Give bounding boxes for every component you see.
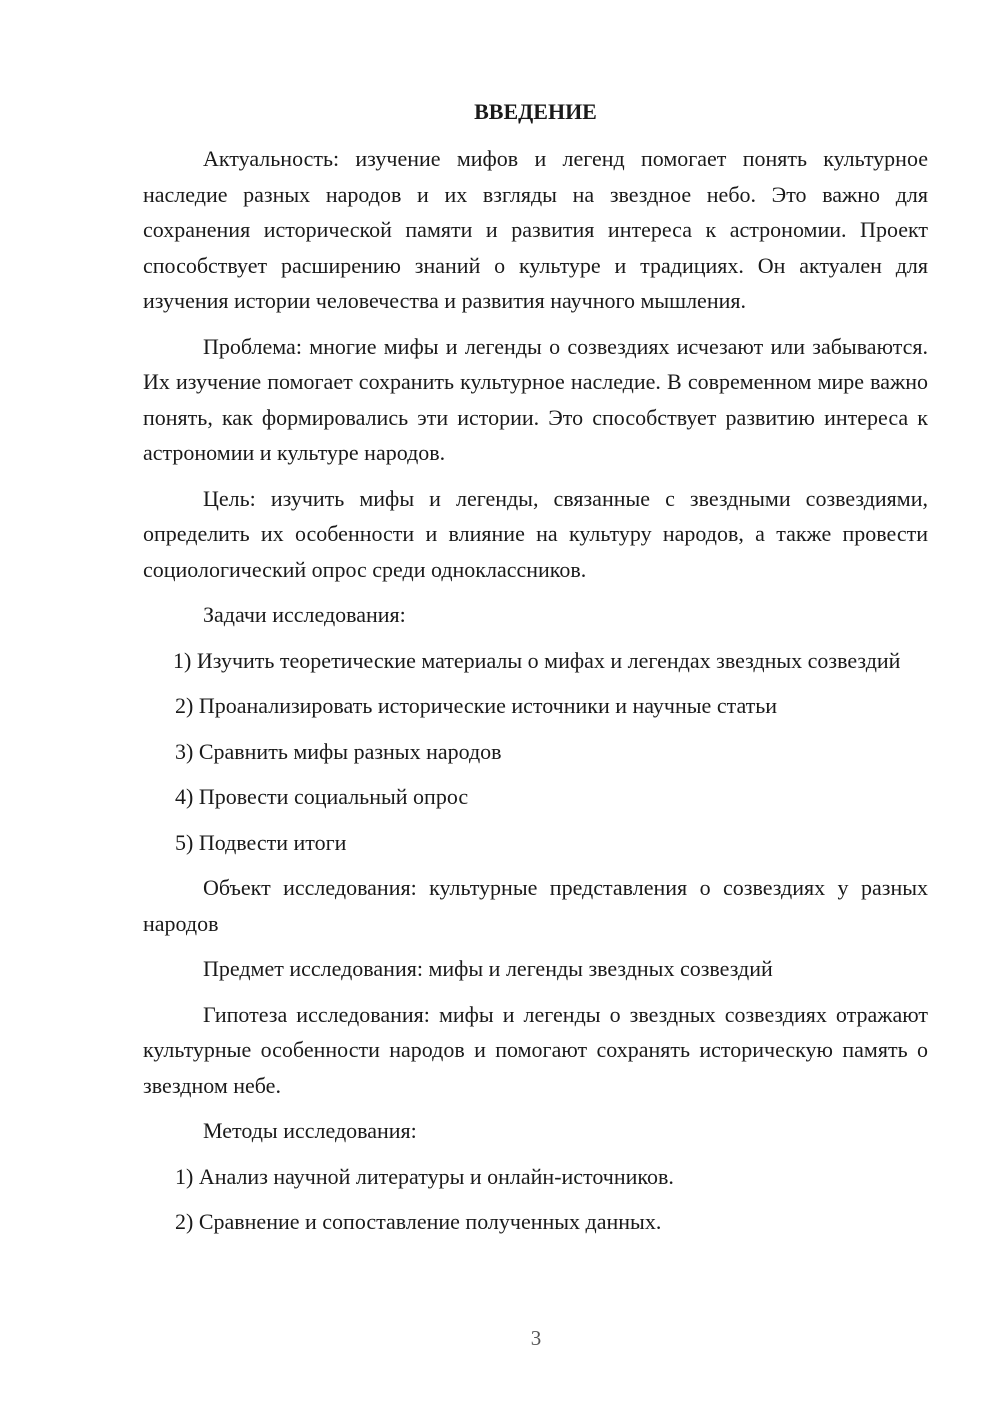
list-item: 4) Провести социальный опрос — [175, 784, 469, 809]
goal-paragraph: Цель: изучить мифы и легенды, связанные с звездными созвездиями, определить их особенности и влияние на культуру народов, а также провести социологический опрос среди одноклассников. — [143, 485, 928, 582]
relevance-paragraph: Актуальность: изучение мифов и легенд помогает понять культурное наследие разных народов и их взгляды на звездное небо. Это важно для сохранения исторической памяти и развития интереса к астрономии. Проект способствует расширению знаний о культуре и традициях. Он актуален для изучения истории человечества и развития научного мышления. — [143, 146, 928, 313]
hypothesis-paragraph: Гипотеза исследования: мифы и легенды о звездных созвездиях отражают культурные особенности народов и помогают сохранять историческую память о звездном небе. — [143, 1001, 928, 1098]
subject-paragraph: Предмет исследования: мифы и легенды звездных созвездий — [203, 956, 773, 981]
page-title: ВВЕДЕНИЕ — [474, 99, 597, 124]
object-paragraph: Объект исследования: культурные представления о созвездиях у разных народов — [143, 875, 928, 936]
list-item: 5) Подвести итоги — [175, 829, 347, 855]
list-item: 2) Проанализировать исторические источники и научные статьи — [175, 693, 778, 718]
document-page — [143, 94, 928, 1250]
page-number: 3 — [530, 1326, 542, 1350]
tasks-heading: Задачи исследования: — [203, 602, 406, 627]
methods-list — [143, 1159, 928, 1240]
problem-paragraph: Проблема: многие мифы и легенды о созвездиях исчезают или забываются. Их изучение помогает сохранить культурное наследие. В современном мире важно понять, как формировались эти истории. Это способствует развитию интереса к астрономии и культуре народов. — [143, 333, 928, 465]
list-item: 1) Изучить теоретические материалы о мифах и легендах звездных созвездий — [173, 647, 901, 673]
methods-heading: Методы исследования: — [203, 1118, 417, 1143]
list-item: 1) Анализ научной литературы и онлайн-источников. — [175, 1163, 674, 1189]
list-item: 3) Сравнить мифы разных народов — [175, 738, 502, 764]
list-item: 2) Сравнение и сопоставление полученных данных. — [175, 1209, 662, 1234]
tasks-list — [143, 643, 928, 861]
